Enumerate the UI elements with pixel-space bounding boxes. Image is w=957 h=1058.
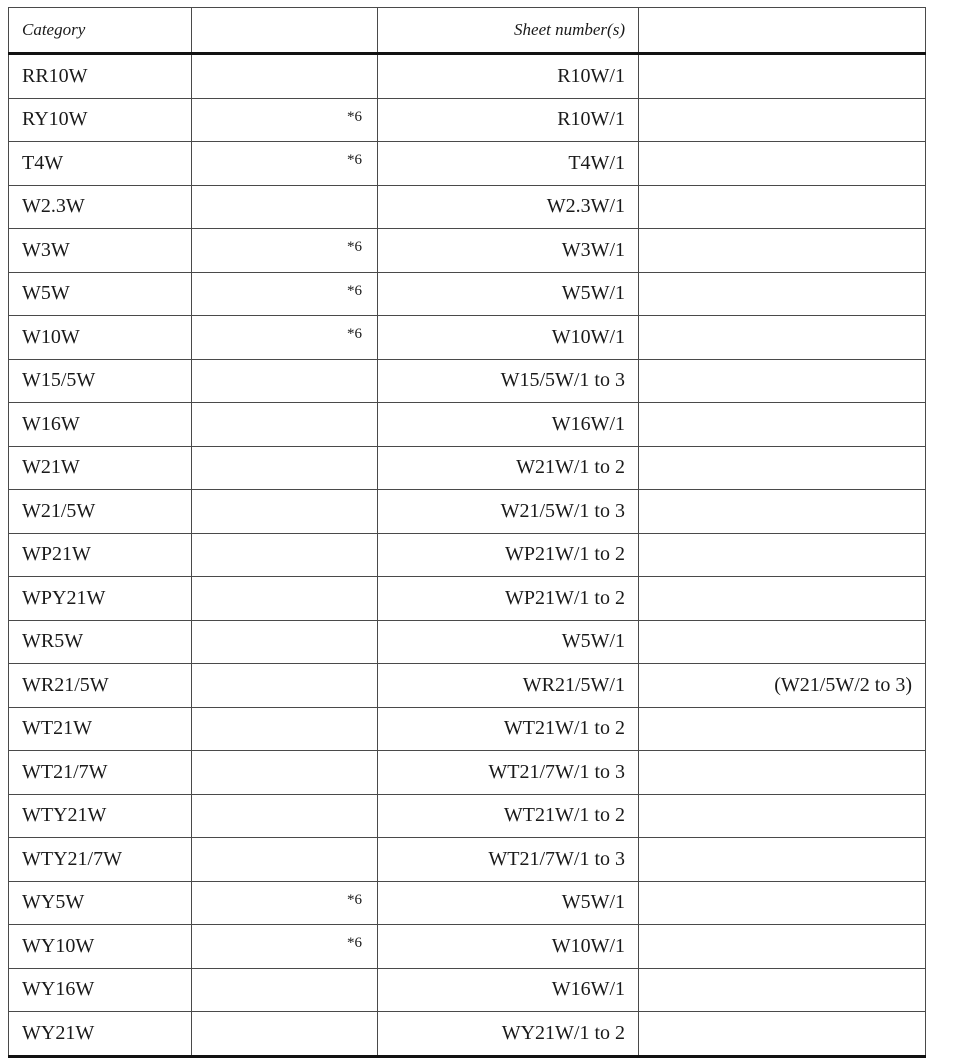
header-extra bbox=[639, 8, 926, 54]
sheet-numbers-cell: WR21/5W/1 bbox=[378, 664, 639, 708]
footnote-marker: *6 bbox=[347, 108, 362, 125]
extra-cell bbox=[639, 316, 926, 360]
extra-cell bbox=[639, 142, 926, 186]
category-cell: WR21/5W bbox=[9, 664, 192, 708]
category-cell: WT21/7W bbox=[9, 751, 192, 795]
sheet-numbers-cell: W3W/1 bbox=[378, 229, 639, 273]
table-row bbox=[9, 54, 926, 99]
extra-cell bbox=[639, 98, 926, 142]
footnote-marker: *6 bbox=[347, 282, 362, 299]
table-row bbox=[9, 359, 926, 403]
note-cell bbox=[192, 403, 378, 447]
footnote-marker: *6 bbox=[347, 891, 362, 908]
category-cell: W21/5W bbox=[9, 490, 192, 534]
category-cell: W21W bbox=[9, 446, 192, 490]
extra-cell bbox=[639, 185, 926, 229]
extra-cell: (W21/5W/2 to 3) bbox=[639, 664, 926, 708]
table-row bbox=[9, 142, 926, 186]
extra-cell bbox=[639, 620, 926, 664]
category-cell: WP21W bbox=[9, 533, 192, 577]
table-row bbox=[9, 664, 926, 708]
table-row bbox=[9, 490, 926, 534]
note-cell bbox=[192, 968, 378, 1012]
table-row bbox=[9, 1012, 926, 1057]
extra-cell bbox=[639, 229, 926, 273]
table-row bbox=[9, 533, 926, 577]
sheet-numbers-cell: W16W/1 bbox=[378, 403, 639, 447]
note-cell bbox=[192, 577, 378, 621]
header-sheet-numbers: Sheet number(s) bbox=[378, 8, 639, 54]
sheet-numbers-cell: W2.3W/1 bbox=[378, 185, 639, 229]
extra-cell bbox=[639, 751, 926, 795]
category-cell: T4W bbox=[9, 142, 192, 186]
note-cell bbox=[192, 1012, 378, 1057]
sheet-numbers-cell: WP21W/1 to 2 bbox=[378, 577, 639, 621]
note-cell bbox=[192, 316, 378, 360]
table-row bbox=[9, 577, 926, 621]
note-cell bbox=[192, 838, 378, 882]
category-cell: W3W bbox=[9, 229, 192, 273]
note-cell bbox=[192, 925, 378, 969]
category-cell: WY10W bbox=[9, 925, 192, 969]
category-cell: WY21W bbox=[9, 1012, 192, 1057]
extra-cell bbox=[639, 446, 926, 490]
table-row bbox=[9, 185, 926, 229]
extra-cell bbox=[639, 968, 926, 1012]
category-cell: WY5W bbox=[9, 881, 192, 925]
extra-cell bbox=[639, 925, 926, 969]
table-row bbox=[9, 403, 926, 447]
extra-cell bbox=[639, 403, 926, 447]
table-row bbox=[9, 925, 926, 969]
table-row bbox=[9, 98, 926, 142]
extra-cell bbox=[639, 1012, 926, 1057]
sheet-numbers-cell: W15/5W/1 to 3 bbox=[378, 359, 639, 403]
table-row bbox=[9, 229, 926, 273]
sheet-numbers-cell: W5W/1 bbox=[378, 881, 639, 925]
category-cell: WT21W bbox=[9, 707, 192, 751]
sheet-numbers-cell: WP21W/1 to 2 bbox=[378, 533, 639, 577]
extra-cell bbox=[639, 533, 926, 577]
extra-cell bbox=[639, 359, 926, 403]
sheet-numbers-cell: WT21/7W/1 to 3 bbox=[378, 751, 639, 795]
footnote-marker: *6 bbox=[347, 935, 362, 951]
table-row bbox=[9, 620, 926, 664]
header-category: Category bbox=[9, 8, 192, 54]
note-cell bbox=[192, 142, 378, 186]
note-cell bbox=[192, 446, 378, 490]
note-cell bbox=[192, 664, 378, 708]
table-row bbox=[9, 751, 926, 795]
note-cell bbox=[192, 881, 378, 925]
extra-cell bbox=[639, 707, 926, 751]
header-note bbox=[192, 8, 378, 54]
table-row bbox=[9, 446, 926, 490]
header-row bbox=[9, 8, 926, 54]
sheet-numbers-cell: WT21W/1 to 2 bbox=[378, 794, 639, 838]
note-cell bbox=[192, 185, 378, 229]
category-cell: W15/5W bbox=[9, 359, 192, 403]
sheet-numbers-cell: T4W/1 bbox=[378, 142, 639, 186]
extra-cell bbox=[639, 577, 926, 621]
sheet-numbers-cell: WY21W/1 to 2 bbox=[378, 1012, 639, 1057]
sheet-numbers-cell: W10W/1 bbox=[378, 316, 639, 360]
category-cell: RY10W bbox=[9, 98, 192, 142]
sheet-numbers-cell: W5W/1 bbox=[378, 620, 639, 664]
note-cell bbox=[192, 229, 378, 273]
note-cell bbox=[192, 620, 378, 664]
table-row bbox=[9, 838, 926, 882]
sheet-numbers-cell: WT21/7W/1 to 3 bbox=[378, 838, 639, 882]
category-cell: WPY21W bbox=[9, 577, 192, 621]
table-row bbox=[9, 794, 926, 838]
footnote-marker: *6 bbox=[347, 326, 362, 342]
sheet-numbers-cell: W21/5W/1 to 3 bbox=[378, 490, 639, 534]
sheet-numbers-cell: W16W/1 bbox=[378, 968, 639, 1012]
footnote-marker: *6 bbox=[347, 239, 362, 255]
sheet-numbers-cell: R10W/1 bbox=[378, 98, 639, 142]
category-cell: RR10W bbox=[9, 54, 192, 99]
extra-cell bbox=[639, 54, 926, 99]
note-cell bbox=[192, 359, 378, 403]
table-body bbox=[9, 54, 926, 1057]
table-row bbox=[9, 316, 926, 360]
sheet-numbers-cell: W21W/1 to 2 bbox=[378, 446, 639, 490]
sheet-numbers-cell: R10W/1 bbox=[378, 54, 639, 99]
category-cell: WY16W bbox=[9, 968, 192, 1012]
category-cell: WTY21W bbox=[9, 794, 192, 838]
category-cell: W10W bbox=[9, 316, 192, 360]
extra-cell bbox=[639, 881, 926, 925]
category-cell: W2.3W bbox=[9, 185, 192, 229]
category-cell: WTY21/7W bbox=[9, 838, 192, 882]
note-cell bbox=[192, 533, 378, 577]
category-cell: WR5W bbox=[9, 620, 192, 664]
table-row bbox=[9, 968, 926, 1012]
note-cell bbox=[192, 272, 378, 316]
sheet-numbers-cell: W10W/1 bbox=[378, 925, 639, 969]
note-cell bbox=[192, 490, 378, 534]
category-cell: W5W bbox=[9, 272, 192, 316]
category-table bbox=[8, 7, 926, 1058]
extra-cell bbox=[639, 272, 926, 316]
extra-cell bbox=[639, 838, 926, 882]
note-cell bbox=[192, 751, 378, 795]
footnote-marker: *6 bbox=[347, 152, 362, 168]
table-row bbox=[9, 272, 926, 316]
table-row bbox=[9, 881, 926, 925]
category-cell: W16W bbox=[9, 403, 192, 447]
extra-cell bbox=[639, 490, 926, 534]
note-cell bbox=[192, 98, 378, 142]
note-cell bbox=[192, 54, 378, 99]
extra-cell bbox=[639, 794, 926, 838]
table-row bbox=[9, 707, 926, 751]
note-cell bbox=[192, 707, 378, 751]
sheet-numbers-cell: W5W/1 bbox=[378, 272, 639, 316]
note-cell bbox=[192, 794, 378, 838]
sheet-numbers-cell: WT21W/1 to 2 bbox=[378, 707, 639, 751]
